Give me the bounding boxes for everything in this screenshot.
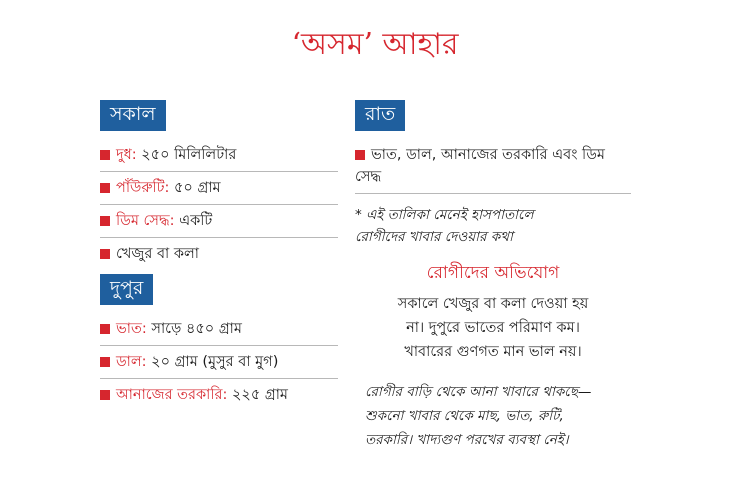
- list-item: [100, 205, 338, 238]
- sokal-list: [100, 139, 338, 270]
- item-key: ডাল:: [116, 353, 147, 370]
- right-column: [355, 100, 631, 452]
- list-item: [100, 238, 338, 270]
- dupur-list: [100, 313, 338, 411]
- item-value: ২২৫ গ্রাম: [227, 386, 288, 403]
- item-value: ৫০ গ্রাম: [169, 179, 221, 196]
- list-item: [100, 172, 338, 205]
- bullet-square-icon: [100, 183, 110, 193]
- list-item: [100, 346, 338, 379]
- complaint-heading: রোগীদের অভিযোগ: [426, 262, 560, 283]
- item-value: ২০ গ্রাম (মুসুর বা মুগ): [146, 353, 279, 370]
- item-key: আনাজের তরকারি:: [116, 386, 228, 403]
- note-line: রোগীদের খাবার দেওয়ার কথা: [355, 228, 513, 245]
- home-food-line: রোগীর বাড়ি থেকে আনা খাবারে থাকছে—: [365, 383, 592, 400]
- bullet-square-icon: [100, 357, 110, 367]
- section-heading-sokal: সকাল: [100, 100, 166, 131]
- complaint-text: [355, 292, 631, 364]
- list-item: [100, 139, 338, 172]
- list-item: [100, 313, 338, 346]
- left-column: [100, 100, 338, 411]
- bullet-square-icon: [100, 249, 110, 259]
- page-title: ‘অসম’ আহার: [291, 27, 459, 62]
- section-heading-raat: রাত: [355, 100, 405, 131]
- item-value: একটি: [174, 212, 213, 229]
- list-item: [100, 379, 338, 411]
- bullet-square-icon: [100, 150, 110, 160]
- item-key: দুধ:: [116, 146, 137, 163]
- home-food-line: শুকনো খাবার থেকে মাছ, ভাত, রুটি,: [365, 407, 564, 424]
- item-key: ভাত:: [116, 320, 147, 337]
- home-food-line: তরকারি। খাদ্যগুণ পরখের ব্যবস্থা নেই।: [365, 431, 569, 448]
- raat-list: [355, 139, 631, 194]
- list-item: [355, 139, 631, 194]
- item-key: ডিম সেদ্ধ:: [116, 212, 175, 229]
- item-value: ২৫০ মিলিলিটার: [136, 146, 237, 163]
- bullet-square-icon: [100, 216, 110, 226]
- complaint-line: সকালে খেজুর বা কলা দেওয়া হয়: [397, 295, 589, 312]
- home-food-text: [355, 380, 631, 452]
- item-value: সাড়ে ৪৫০ গ্রাম: [146, 320, 242, 337]
- item-value: খেজুর বা কলা: [116, 245, 200, 262]
- bullet-square-icon: [100, 324, 110, 334]
- bullet-square-icon: [355, 150, 365, 160]
- complaint-line: না। দুপুরে ভাতের পরিমাণ কম।: [406, 319, 580, 336]
- item-value: ভাত, ডাল, আনাজের তরকারি এবং ডিম সেদ্ধ: [355, 146, 605, 185]
- note-line: * এই তালিকা মেনেই হাসপাতালে: [355, 206, 534, 223]
- item-key: পাঁউরুটি:: [116, 179, 170, 196]
- section-heading-dupur: দুপুর: [100, 274, 153, 305]
- note-text: [355, 194, 631, 248]
- bullet-square-icon: [100, 390, 110, 400]
- complaint-line: খাবারের গুণগত মান ভাল নয়।: [404, 343, 582, 360]
